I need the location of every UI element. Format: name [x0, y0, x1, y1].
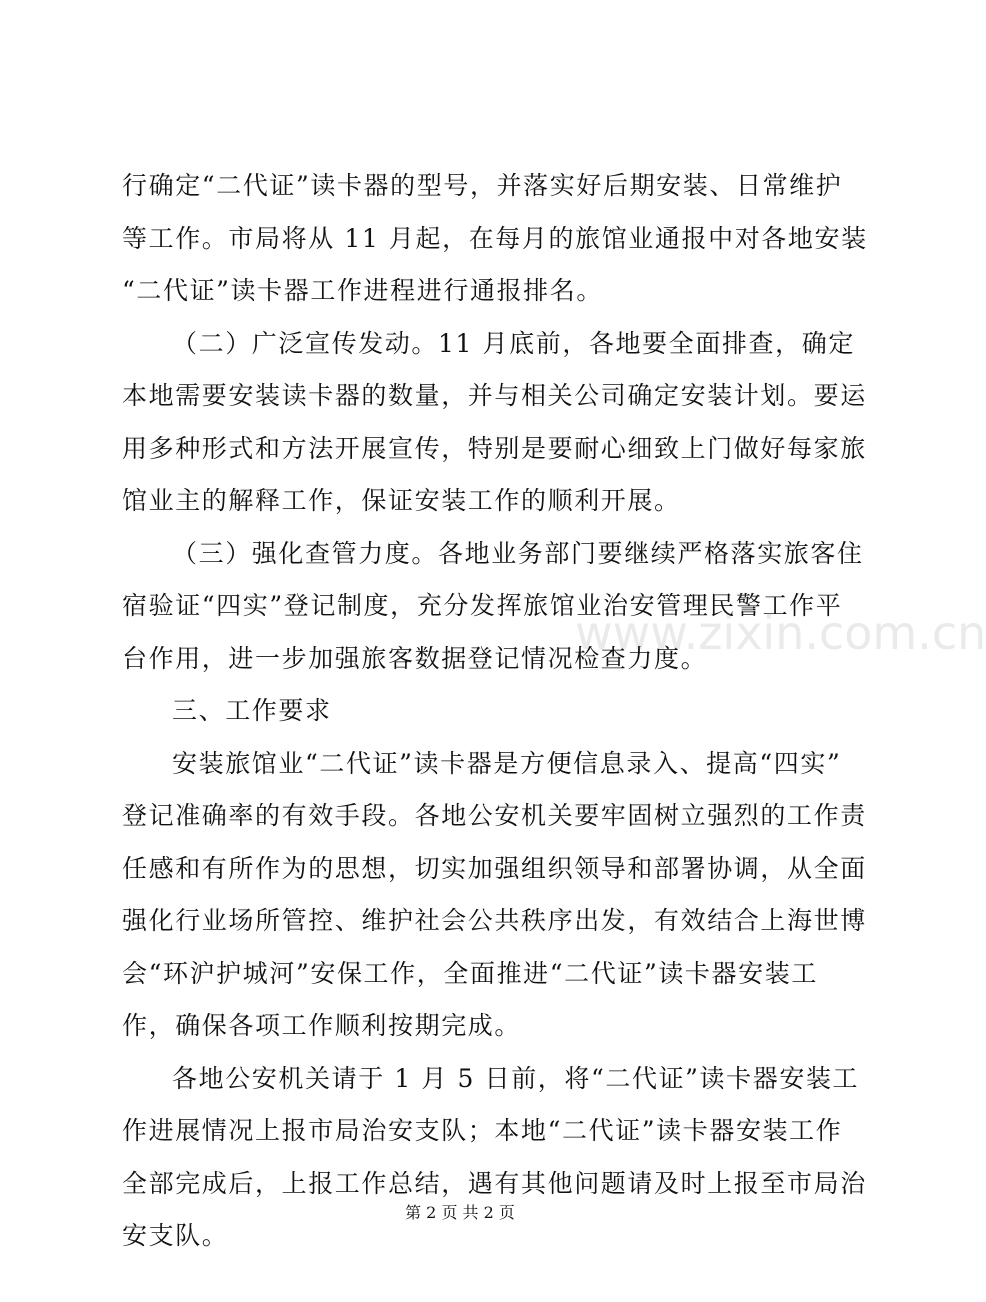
- watermark: www.zixin.com.cn: [575, 606, 986, 660]
- text-line: 宿验证“四实”登记制度，充分发挥旅馆业治安管理民警工作平: [122, 591, 843, 620]
- text-line: （二）广泛宣传发动。11 月底前，各地要全面排查，确定: [172, 328, 855, 358]
- text-line: 台作用，进一步加强旅客数据登记情况检查力度。: [122, 643, 708, 673]
- text-line: “二代证”读卡器工作进程进行通报排名。: [122, 276, 603, 305]
- text-line: 各地公安机关请于 1 月 5 日前，将“二代证”读卡器安装工: [172, 1063, 860, 1093]
- text-line: 作，确保各项工作顺利按期完成。: [122, 1011, 522, 1040]
- text-line: 用多种形式和方法开展宣传，特别是要耐心细致上门做好每家旅: [122, 433, 867, 463]
- text-line: 登记准确率的有效手段。各地公安机关要牢固树立强烈的工作责: [122, 801, 867, 830]
- text-line: 本地需要安装读卡器的数量，并与相关公司确定安装计划。要运: [122, 381, 867, 410]
- text-line: 会“环沪护城河”安保工作，全面推进“二代证”读卡器安装工: [122, 958, 818, 988]
- page-footer: 第 2 页 共 2 页: [405, 1203, 515, 1222]
- text-line: （三）强化查管力度。各地业务部门要继续严格落实旅客住: [172, 538, 864, 568]
- text-line: 作进展情况上报市局治安支队；本地“二代证”读卡器安装工作: [122, 1116, 843, 1145]
- text-line: 馆业主的解释工作，保证安装工作的顺利开展。: [122, 486, 681, 515]
- document-body: [122, 160, 868, 1263]
- text-line: 安支队。: [122, 1221, 229, 1250]
- text-line: 任感和有所作为的思想，切实加强组织领导和部署协调，从全面: [122, 853, 867, 883]
- section-heading: 三、工作要求: [172, 696, 332, 725]
- text-line: 安装旅馆业“二代证”读卡器是方便信息录入、提高“四实”: [172, 748, 842, 778]
- text-line: 等工作。市局将从 11 月起，在每月的旅馆业通报中对各地安装: [122, 223, 868, 253]
- text-line: 全部完成后，上报工作总结，遇有其他问题请及时上报至市局治: [122, 1168, 867, 1198]
- text-line: 行确定“二代证”读卡器的型号，并落实好后期安装、日常维护: [122, 171, 843, 200]
- text-line: 强化行业场所管控、维护社会公共秩序出发，有效结合上海世博: [122, 906, 867, 935]
